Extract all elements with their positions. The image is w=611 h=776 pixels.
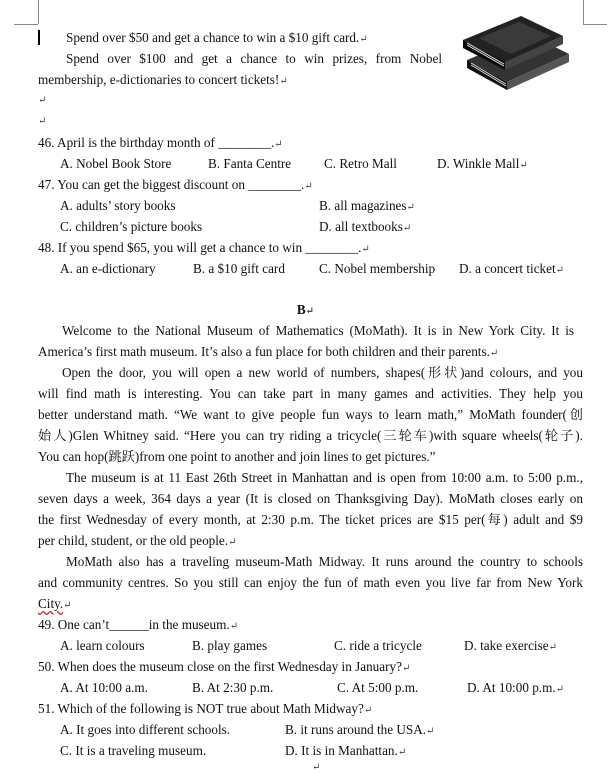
ad-line-3: membership, e-dictionaries to concert tickets!↵ [38, 72, 288, 87]
option: A. It goes into different schools. [60, 722, 231, 737]
option: D. At 10:00 p.m.↵ [467, 680, 565, 695]
passage-line: Welcome to the National Museum of Mathematics (MoMath). It is in New York City. It is [62, 323, 574, 338]
empty-paragraph: ↵ [312, 762, 321, 773]
empty-paragraph: ↵ [38, 116, 47, 127]
option: A. learn colours [60, 638, 145, 653]
option: B. a $10 gift card [193, 261, 285, 276]
passage-line: You can hop(跳跃)from one point to another and join lines to get pictures.” [38, 449, 436, 464]
passage-line: The museum is at 11 East 26th Street in Manhattan and is open from 10:00 a.m. to 5:00 p.m., [66, 470, 583, 485]
option: B. At 2:30 p.m. [192, 680, 274, 695]
option: C. Retro Mall [324, 156, 397, 171]
passage-line: the first Wednesday of every month, at 2:30 p.m. The ticket prices are $15 per(每) adult and $9 [38, 512, 583, 527]
question-47-stem: 47. You can get the biggest discount on ________.↵ [38, 177, 313, 192]
passage-line: America’s first math museum. It’s also a fun place for both children and their parents.↵ [38, 344, 499, 359]
passage-line: Open the door, you will open a new world of numbers, shapes(形状)and colours, and you [62, 365, 583, 380]
passage-line: will find math is interesting. You can take part in many games and activities. They help you [38, 386, 583, 401]
books-illustration [459, 10, 577, 98]
option: B. all magazines↵ [319, 198, 415, 213]
crop-mark-top-right-h [583, 24, 607, 25]
crop-mark-top-left-v [38, 0, 39, 24]
option: A. an e-dictionary [60, 261, 156, 276]
passage-line: better understand math. “We want to give people fun ways to learn math,” MoMath founder(创 [38, 407, 583, 422]
option: C. ride a tricycle [334, 638, 422, 653]
passage-line: seven days a week, 364 days a year (It is closed on Thanksgiving Day). MoMath closes early on [38, 491, 583, 506]
option: B. it runs around the USA.↵ [285, 722, 435, 737]
option: A. At 10:00 a.m. [60, 680, 148, 695]
option: B. play games [192, 638, 268, 653]
passage-line: and community centres. So you still can enjoy the fun of math even you live far from New York [38, 575, 583, 590]
option: D. all textbooks↵ [319, 219, 412, 234]
option: D. a concert ticket↵ [459, 261, 565, 276]
question-50-stem: 50. When does the museum close on the first Wednesday in January?↵ [38, 659, 411, 674]
crop-mark-top-left-h [14, 24, 38, 25]
passage-line: MoMath also has a traveling museum-Math Midway. It runs around the country to schools [66, 554, 583, 569]
text-cursor [38, 30, 40, 45]
question-46-stem: 46. April is the birthday month of ________.↵ [38, 135, 283, 150]
option: C. At 5:00 p.m. [337, 680, 419, 695]
passage-line: per child, student, or the old people.↵ [38, 533, 237, 548]
passage-line: City.↵ [38, 596, 72, 611]
crop-mark-top-right-v [583, 0, 584, 24]
ad-line-2: Spend over $100 and get a chance to win prizes, from Nobel [66, 51, 442, 66]
option: D. It is in Manhattan.↵ [285, 743, 407, 758]
question-51-stem: 51. Which of the following is NOT true about Math Midway?↵ [38, 701, 373, 716]
option: C. It is a traveling museum. [60, 743, 207, 758]
question-49-stem: 49. One can’t______in the museum.↵ [38, 617, 239, 632]
option: D. take exercise↵ [464, 638, 557, 653]
option: C. Nobel membership [319, 261, 436, 276]
ad-line-1: Spend over $50 and get a chance to win a $10 gift card.↵ [66, 30, 368, 45]
option: A. Nobel Book Store [60, 156, 172, 171]
option: B. Fanta Centre [208, 156, 292, 171]
option: A. adults’ story books [60, 198, 176, 213]
option: D. Winkle Mall↵ [437, 156, 528, 171]
empty-paragraph: ↵ [38, 95, 47, 106]
option: C. children’s picture books [60, 219, 203, 234]
section-heading: B↵ [296, 302, 315, 317]
question-48-stem: 48. If you spend $65, you will get a chance to win ________.↵ [38, 240, 370, 255]
passage-line: 始人)Glen Whitney said. “Here you can try riding a tricycle(三轮车)with square wheels(轮子). [38, 428, 583, 443]
